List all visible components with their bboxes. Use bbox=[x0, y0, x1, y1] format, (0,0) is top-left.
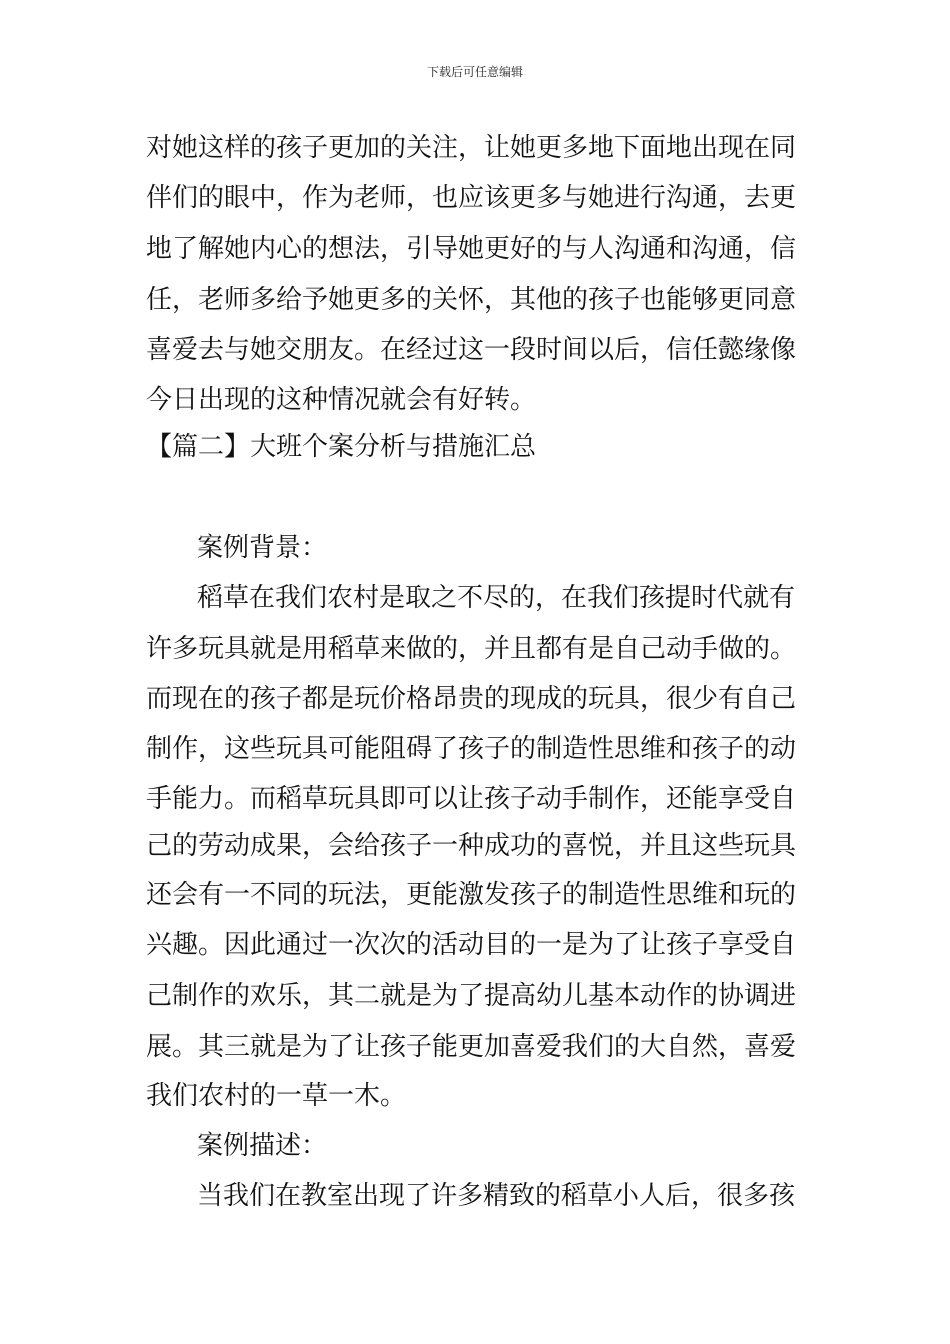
subheading-description: 案例描述： bbox=[197, 1131, 328, 1161]
text-line: 许多玩具就是用稻草来做的，并且都有是自己动手做的。 bbox=[146, 634, 797, 664]
text-line: 对她这样的孩子更加的关注，让她更多地下面地出现在同 bbox=[146, 133, 797, 163]
text-line: 伴们的眼中，作为老师，也应该更多与她进行沟通，去更 bbox=[146, 183, 797, 213]
text-line: 地了解她内心的想法，引导她更好的与人沟通和沟通，信 bbox=[146, 234, 797, 264]
text-line: 今日出现的这种情况就会有好转。 bbox=[146, 385, 537, 415]
text-line: 己的劳动成果，会给孩子一种成功的喜悦，并且这些玩具 bbox=[146, 831, 797, 861]
page-header: 下载后可任意编辑 bbox=[426, 65, 523, 79]
text-line: 任，老师多给予她更多的关怀，其他的孩子也能够更同意 bbox=[146, 285, 797, 315]
text-line: 兴趣。因此通过一次次的活动目的一是为了让孩子享受自 bbox=[146, 930, 797, 960]
text-line: 我们农村的一草一木。 bbox=[146, 1081, 407, 1111]
section-heading: 【篇二】大班个案分析与措施汇总 bbox=[146, 432, 537, 462]
text-line: 己制作的欢乐，其二就是为了提高幼儿基本动作的协调进 bbox=[146, 981, 797, 1011]
text-line: 还会有一不同的玩法，更能激发孩子的制造性思维和玩的 bbox=[146, 880, 797, 910]
text-line: 展。其三就是为了让孩子能更加喜爱我们的大自然，喜爱 bbox=[146, 1032, 797, 1062]
text-line: 喜爱去与她交朋友。在经过这一段时间以后，信任懿缘像 bbox=[146, 335, 797, 365]
text-line: 稻草在我们农村是取之不尽的，在我们孩提时代就有 bbox=[197, 583, 796, 613]
text-line: 手能力。而稻草玩具即可以让孩子动手制作，还能享受自 bbox=[146, 784, 797, 814]
text-line: 而现在的孩子都是玩价格昂贵的现成的玩具，很少有自己 bbox=[146, 684, 797, 714]
text-line: 当我们在教室出现了许多精致的稻草小人后，很多孩 bbox=[197, 1181, 796, 1211]
text-line: 制作，这些玩具可能阻碍了孩子的制造性思维和孩子的动 bbox=[146, 734, 797, 764]
subheading-background: 案例背景： bbox=[197, 533, 328, 563]
